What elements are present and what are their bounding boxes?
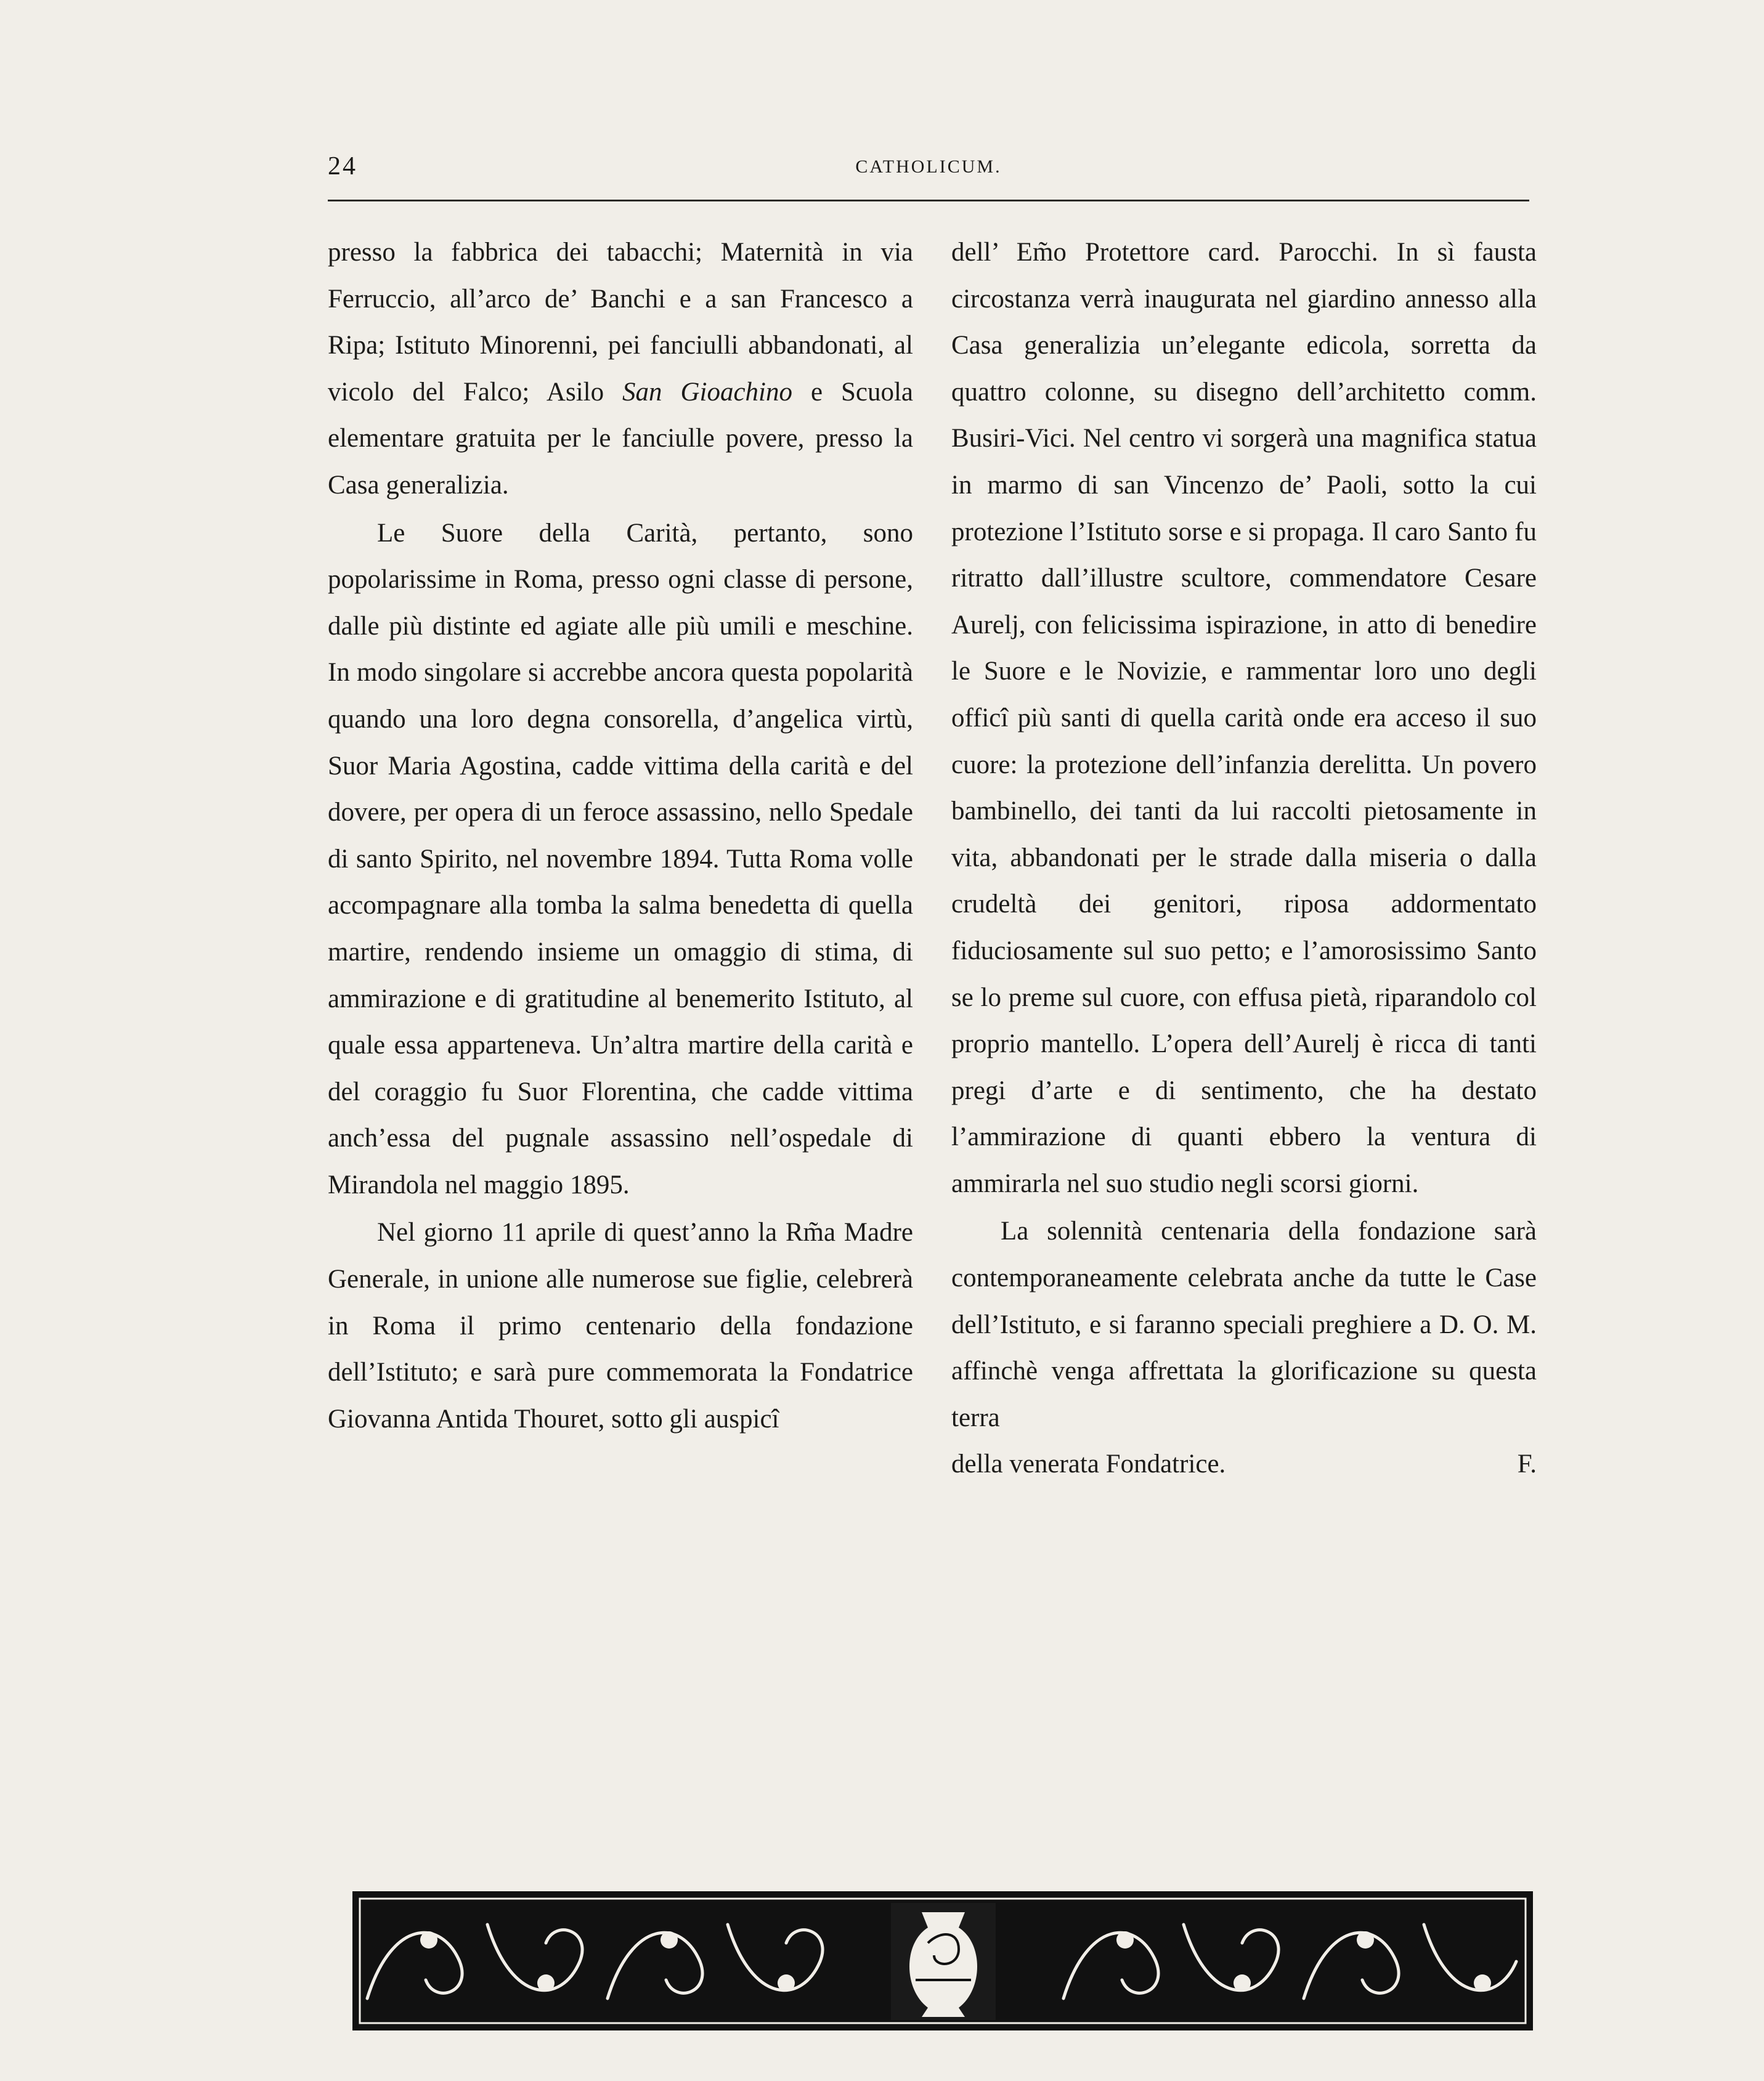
paragraph: La solennità centenaria della fondazione sarà contemporaneamente celebrata anche da tutte le Case dell’Istituto, e si faranno speciali preghiere a D. O. M. affinchè venga affrettata la glorificazione su questa terra [951,1217,1537,1432]
header-rule [328,200,1529,201]
paragraph [328,229,913,509]
author-signature: F. [1517,1450,1537,1479]
paragraph: Le Suore della Carità, pertanto, sono popolarissime in Roma, presso ogni classe di persone, dalle più distinte ed agiate alle più umili e meschine. In modo singolare si accrebbe ancora questa popolarità quando una loro degna consorella, d’angelica virtù, Suor Maria Agostina, cadde vittima della carità e del dovere, per opera di un feroce assassino, nello Spedale di santo Spirito, nel novembre 1894. Tutta Roma volle accompagnare alla tomba la salma benedetta di quella martire, rendendo insieme un omaggio di stima, di ammirazione e di gratitudine al benemerito Istituto, al quale essa apparteneva. Un’altra martire della carità e del coraggio fu Suor Florentina, che cadde vittima anch’essa del pugnale assassino nell’ospedale di Mirandola nel maggio 1895. [328,518,913,1199]
right-column [951,229,1537,1488]
acanthus-scroll-border-icon [352,1891,1533,2030]
paragraph-text: della venerata Fondatrice. [951,1450,1226,1479]
closing-line [951,1441,1537,1488]
paragraph: dell’ Em̃o Protettore card. Parocchi. In sì fausta circostanza verrà inaugurata nel giardino annesso alla Casa generalizia un’elegante edicola, sorretta da quattro colonne, su disegno dell’architetto comm. Busiri-Vici. Nel centro vi sorgerà una magnifica statua in marmo di san Vincenzo de’ Paoli, sotto la cui protezione l’Istituto sorse e si propaga. Il caro Santo fu ritratto dall’illustre scultore, commendatore Cesare Aurelj, con felicissima ispirazione, in atto di benedire le Suore e le Novizie, e rammentar loro uno degli officî più santi di quella carità onde era acceso il suo cuore: la protezione dell’infanzia derelitta. Un povero bambinello, dei tanti da lui raccolti pietosamente in vita, abbandonati per le strade dalla miseria o dalla crudeltà dei genitori, riposa addormentato fiduciosamente sul suo petto; e l’amorosissimo Santo se lo preme sul cuore, con effusa pietà, riparandolo col proprio mantello. L’opera dell’Aurelj è ricca di tanti pregi d’arte e di sentimento, che ha destato l’ammirazione di quanti ebbero la ventura di ammirarla nel suo studio negli scorsi giorni. [951,238,1537,1198]
left-column [328,229,913,1442]
paragraph: Nel giorno 11 aprile di quest’anno la Rm̃a Madre Generale, in unione alle numerose sue figlie, celebrerà in Roma il primo centenario della fondazione dell’Istituto; e sarà pure commemorata la Fondatrice Giovanna Antida Thouret, sotto gli auspicî [328,1218,913,1434]
page-number: 24 [328,152,357,181]
page-header [328,152,1529,189]
running-title: CATHOLICUM. [855,156,1002,177]
paragraph-text: e Scuola elementare gratuita per le fanciulle povere, presso la Casa generalizia. [328,377,913,500]
paragraph-text: presso la fabbrica dei tabacchi; Maternità in via Ferruccio, all’arco de’ Banchi e a san Francesco a Ripa; Istituto Minorenni, pei fanciulli abbandonati, al vicolo del Falco; Asilo [328,238,913,407]
italic-text: San Gioachino [622,377,792,407]
ornament-graphic [355,1894,1530,2028]
